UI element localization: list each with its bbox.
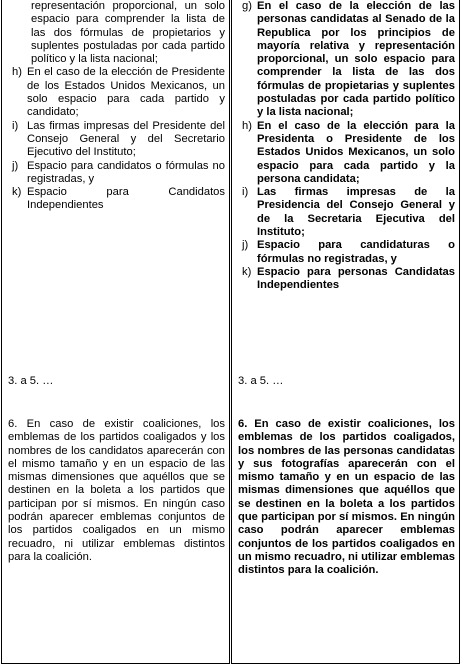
list-item-text: Las firmas impresas de la Presidencia del Consejo General y de la Secretaria Ejecutiva del Instituto; — [257, 186, 455, 239]
list-marker: h) — [242, 119, 252, 132]
list-marker: j) — [242, 239, 249, 252]
left-paragraph-6: 6. En caso de existir coaliciones, los emblemas de los partidos coaligados y los nombres de los candidatos aparecerán con el mismo tamaño y en un espacio de las mismas dimensiones que aquéllos que se destinen en la boleta a los partidos que participan por sí mismos. En ningún caso podrán aparecer emblemas conjuntos de los partidos coaligados en un mismo recuadro, ni utilizar emblemas distintos para la coalición. — [8, 418, 225, 563]
list-item-text: Espacio para personas Candidatas Independientes — [257, 265, 455, 292]
right-list-item-h — [238, 120, 455, 186]
right-ellipsis: 3. a 5. … — [238, 375, 284, 387]
list-marker: i) — [242, 186, 249, 199]
list-marker: j) — [12, 159, 19, 172]
left-continuation-text: representación proporcional, un solo espacio para comprender la lista de las dos fórmulas de propietarios y suplentes postuladas por cada partido político y la lista nacional; — [31, 0, 225, 66]
left-list-item-k — [8, 186, 225, 213]
list-item-text: En el caso de la elección para la Presidenta o Presidente de los Estados Unidos Mexicanos, un solo espacio para cada partido y la persona candidata; — [257, 119, 455, 185]
table-row — [2, 0, 460, 664]
left-list-item-j — [8, 160, 225, 187]
left-column-content — [2, 0, 229, 663]
list-marker: k) — [242, 265, 252, 278]
left-list-item-i — [8, 120, 225, 160]
right-list-item-i — [238, 186, 455, 239]
right-list-item-g — [238, 0, 455, 120]
list-item-text: Espacio para Candidatos Independientes — [27, 186, 225, 212]
right-column-cell — [231, 0, 460, 664]
left-ellipsis: 3. a 5. … — [8, 375, 54, 387]
comparison-table — [1, 0, 460, 664]
list-item-text: Espacio para candidaturas o fórmulas no registradas, y — [257, 239, 455, 265]
right-list-item-j — [238, 239, 455, 266]
list-item-text: En el caso de la elección de las personas candidatas al Senado de la Republica por los principios de mayoría relativa y representación proporcional, un solo espacio para comprender la lista de las dos fórmulas de propietarias y suplentes postuladas por cada partido político y la lista nacional; — [257, 0, 455, 119]
list-marker: h) — [12, 66, 22, 79]
right-column-content — [232, 0, 459, 663]
list-marker: k) — [12, 186, 22, 199]
list-item-text: Espacio para candidatos o fórmulas no registradas, y — [27, 159, 225, 185]
left-column-cell — [2, 0, 231, 664]
list-item-text: En el caso de la elección de Presidente de los Estados Unidos Mexicanos, un solo espacio para cada partido y candidato; — [27, 66, 225, 119]
right-paragraph-6: 6. En caso de existir coaliciones, los emblemas de los partidos coaligados, los nombres de las personas candidatas y sus fotografías aparecerán con el mismo tamaño y en un espacio de las mismas dimensiones que aquéllos que se destinen en la boleta a los partidos que participan por sí mismos. En ningún caso podrán aparecer emblemas conjuntos de los partidos coaligados en un mismo recuadro, ni utilizar emblemas distintos para la coalición. — [238, 418, 455, 577]
right-list-item-k — [238, 266, 455, 293]
list-marker: i) — [12, 119, 19, 132]
left-list-item-h — [8, 66, 225, 119]
list-item-text: Las firmas impresas del Presidente del Consejo General y del Secretario Ejecutivo del Instituto; — [27, 119, 225, 159]
list-marker: g) — [242, 0, 252, 12]
